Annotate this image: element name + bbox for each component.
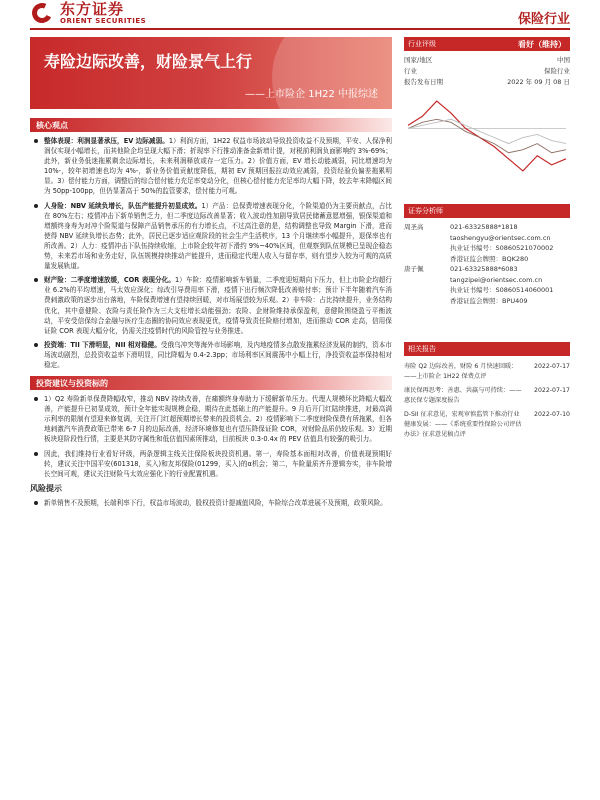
- logo-cn: 东方证券: [60, 0, 125, 18]
- analyst-list: [404, 222, 570, 306]
- analyst-header: [404, 204, 570, 218]
- rating-header: [404, 37, 570, 51]
- related-item[interactable]: 康民保再思考：善惠、共赢与可持续：——惠民保专题深度报告 2022-07-17: [404, 387, 570, 404]
- index-chart: [404, 94, 570, 186]
- related-list: [404, 362, 570, 440]
- chart-series-line-0: [408, 101, 566, 171]
- analyst-entry: 唐子佩 021-63325888*6083 tangzipei@orientsec.com.cn 执业证书编号：S0860514060001 香港证监会牌照：BPU409: [404, 265, 554, 305]
- core-paragraph: 财产险：二季度增速放缓，COR 表现分化。1）车险：疫情影响新车销量，二季度迎短期向下压力，但上市险企均超行业 6.2%的平均增速，马太效应深化；综改引导费用率下滑，疫情下出行频次降低改善赔付率；预计下半年随着汽车消费刺激政策的逐步出台落地，车险保费增速有望持续回暖，对市场展望较为乐观。2）非车险：占比持续提升，业务结构优化，其中意健险、农险与责任险作为三大支柱增长动能强劲；农险、企财险维持承保盈利，意健险围绕盈亏平衡波动，平安受信保综合金融与医疗生态圈的协同效应表现更优，疫情导致责任险赔付增加，进而推动 COR 走高，信用保证险 COR 表现大幅分化，仍需关注疫情时代的风险管控与业务推进。: [30, 275, 392, 336]
- header-divider: [30, 28, 570, 30]
- analyst-entry: 周圣高 021-63325888*1818 taoshengyu@orientsec.com.cn 执业证书编号：S0860521070002 香港证监会牌照：BQK280: [404, 223, 554, 263]
- chart-series-line-2: [408, 119, 566, 143]
- advice-paragraph: 因此，我们维持行业看好评级，两条逻辑主线关注保险板块投资机遇。第一，寿险基本面相对改善，价值表现预期好转，建议关注中国平安(601318，买入)和友邦保险(01299，买入)的α机会；第二，车险量质齐升逻辑夯实，非车险增长空间可观，建议关注财险马太效应强化下的行业配置机遇。: [30, 449, 392, 479]
- section-advice-title: 投资建议与投资标的: [30, 376, 392, 390]
- core-paragraph: 整体表现：利润显著承压，EV 边际减弱。1）利润方面，1H22 权益市场波动导致投资收益不及预期，平安、人保净利润仅实现小幅增长，而其他险企均呈现大幅下滑；折现率下行推动准备金新增计提，对税前利润负面影响约 3%-69%；此外，新业务低迷拖累剩余边际增长，未来利润释放或存一定压力。2）价值方面，EV 增长动能减弱，同比增速均为 10%-，较年初增速也均为 4%-，新业务价值贡献度降低，期初 EV 预期回报拉动效应减弱，投资经验负偏差拖累明显。3）偿付能力方面，调整后的综合偿付能力充足率变动分化，但核心偿付能力充足率均大幅下降，较去年末降幅区间为 50pp-100pp，但仍显著高于 50%的监管要求，偿付能力可观。: [30, 136, 392, 197]
- core-paragraph: 人身险：NBV 延续负增长，队伍产能提升初显成效。1）产品：总保费增速表现分化，个险渠道仍为主要贡献点，占比在 80%左右；疫情冲击下新单销售乏力，但二季度边际改善显著；收入波动性加剧导致居民储蓄意愿增强，银保渠道和增额终身寿为对冲个险渠道与保障产品销售承压的有力增长点，不过高注意的是，结构调整也导致 Margin 下滑，进而使得 NBV 延续负增长态势；此外，居民已逐步适应观阶段的社会生产生活秩序，13 个月继续率小幅提升，退保率也有所改善。2）人力：疫情冲击下队伍持续收缩，上市险企较年初下滑约 9%~40%区间，但观察到队伍规模已呈现企稳态势，未来若市场和业务走好，队伍规模持续推动产能提升，进而稳定代理人收入与留存率，则有望步入较为可观的高质量发展轨道。: [30, 201, 392, 272]
- report-subtitle: ——上市险企 1H22 中报综述: [245, 89, 378, 100]
- logo-mark-icon: [30, 1, 54, 25]
- report-meta: [404, 55, 570, 88]
- section-core-title: 核心观点: [30, 118, 392, 132]
- logo-en: ORIENT SECURITIES: [60, 16, 147, 25]
- report-banner: [30, 37, 392, 109]
- chart-series-line-1: [408, 119, 566, 152]
- related-label: 相关报告: [408, 345, 436, 353]
- advice-paragraph: 1）Q2 寿险新单保费降幅收窄，推动 NBV 持续改善，在痛额终身寿助力下缓解新单压力。代理人规模环比降幅大幅改善，产能提升已初显成效，预计全年能实现规模企稳，期待在此基础上的产能提升。9 月后开门红陆续推进，对最高满示利率的限制有望迎来修复调，关注开门红超预期增长带来的投资机会。2）疫情影响下二季度财险保费有所拖累，但各地刺激汽车消费政策已带来 6-7 月的边际改善，经济环境修复也有望压降保证险 COR，对财险品质仍较乐观。3）近期板块迎阶段性行情，主要是其防守属性和低估值因素所推动，目前板块 0.3-0.4x 的 PEV 估值具有较强的吸引力。: [30, 394, 392, 444]
- related-item[interactable]: 寿险 Q2 边际改善，财险 6 月快速回暖：——上市险企 1H22 保费点评 2022-07-17: [404, 363, 570, 380]
- core-paragraph: 投资端：TII 下滑明显，NII 相对稳健。受俄乌冲突等海外市场影响，及内地疫情多点散发拖累经济发展的制约，资本市场波动剧烈，总投资收益率下滑明显，同比降幅为 0.4-2.3pp；市场利率区间震荡中小幅上行，净投资收益率保持相对稳定。: [30, 340, 392, 370]
- rating-label: 行业评级: [408, 40, 436, 48]
- report-title: 寿险边际改善，财险景气上行: [44, 52, 253, 71]
- rating-value: 看好（维持）: [518, 39, 566, 49]
- company-logo: [30, 0, 146, 26]
- meta-row: 国家/地区 中国: [404, 56, 570, 64]
- risk-paragraph: 新单销售不及预期，长端利率下行，权益市场波动，股权投资计提减值风险，车险综合改革进展不及预期，政策风险。: [30, 498, 392, 508]
- chart-svg: [404, 94, 570, 178]
- main-content: [30, 118, 392, 508]
- related-item[interactable]: D-SII 征求意见，宏观审慎监管下推动行业健康发展：——《系统重要性保险公司评估办法》征求意见稿点评 2022-07-10: [404, 411, 570, 438]
- meta-row: 行业 保险行业: [404, 67, 570, 75]
- section-risk-title: 风险提示: [30, 483, 62, 493]
- analyst-label: 证券分析师: [408, 207, 443, 215]
- meta-row: 报告发布日期 2022 年 09 月 08 日: [404, 78, 570, 86]
- sidebar: [404, 37, 570, 444]
- related-header: [404, 342, 570, 356]
- header-industry: 保险行业: [517, 12, 570, 27]
